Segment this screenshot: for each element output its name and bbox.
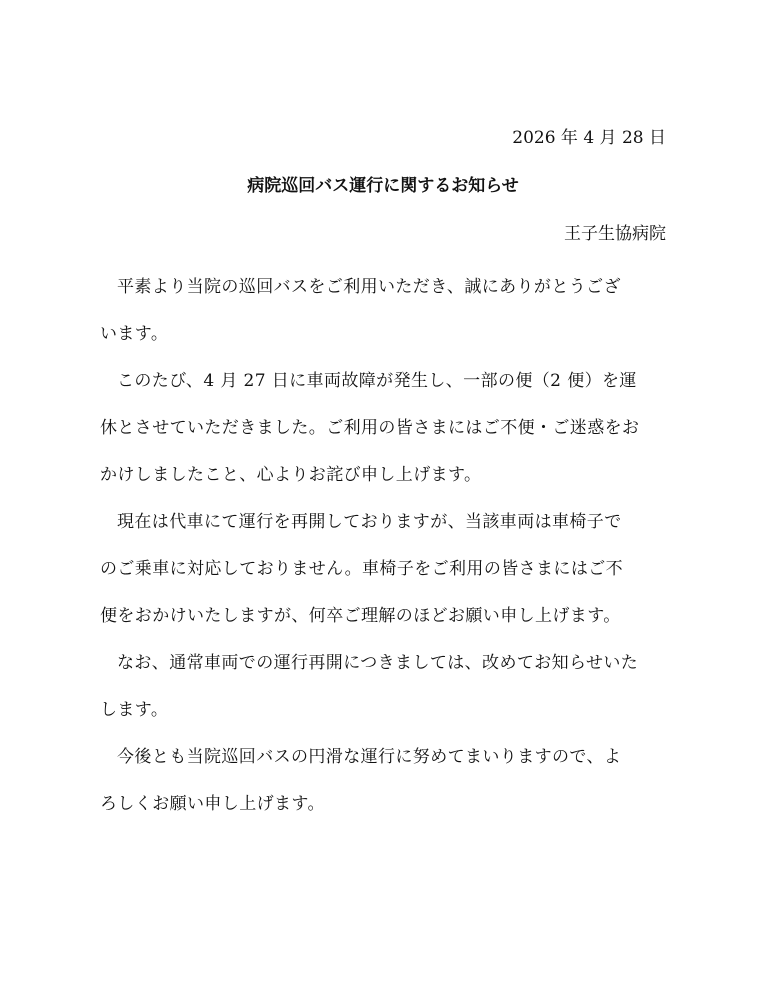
- paragraph-current-status: [100, 499, 666, 640]
- paragraph-line: 平素より当院の巡回バスをご利用いただき、誠にありがとうござ: [117, 277, 621, 297]
- paragraph-line: のご乗車に対応しておりません。車椅子をご利用の皆さまにはご不: [100, 559, 624, 579]
- paragraph-closing: [100, 734, 666, 828]
- paragraph-line: ろしくお願い申し上げます。: [100, 794, 325, 814]
- paragraph-line: 休とさせていただきました。ご利用の皆さまにはご不便・ご迷惑をお: [100, 418, 640, 438]
- notice-date: 2026 年 4 月 28 日: [512, 128, 666, 148]
- paragraph-line: します。: [100, 700, 169, 720]
- paragraph-resumption: [100, 640, 666, 734]
- paragraph-line: なお、通常車両での運行再開につきましては、改めてお知らせいた: [117, 653, 639, 673]
- paragraph-line: かけしましたこと、心よりお詫び申し上げます。: [100, 465, 482, 485]
- notice-title: 病院巡回バス運行に関するお知らせ: [247, 176, 519, 196]
- paragraph-incident: [100, 358, 666, 499]
- paragraph-line: います。: [100, 324, 169, 344]
- issuing-organization: 王子生協病院: [564, 224, 666, 244]
- paragraph-greeting: [100, 264, 666, 358]
- paragraph-line: 今後とも当院巡回バスの円滑な運行に努めてまいりますので、よ: [117, 747, 622, 767]
- paragraph-line: 現在は代車にて運行を再開しておりますが、当該車両は車椅子で: [117, 512, 622, 532]
- paragraph-line: このたび、4 月 27 日に車両故障が発生し、一部の便（2 便）を運: [117, 371, 637, 391]
- paragraph-line: 便をおかけいたしますが、何卒ご理解のほどお願い申し上げます。: [100, 606, 621, 626]
- notice-body: [100, 264, 666, 828]
